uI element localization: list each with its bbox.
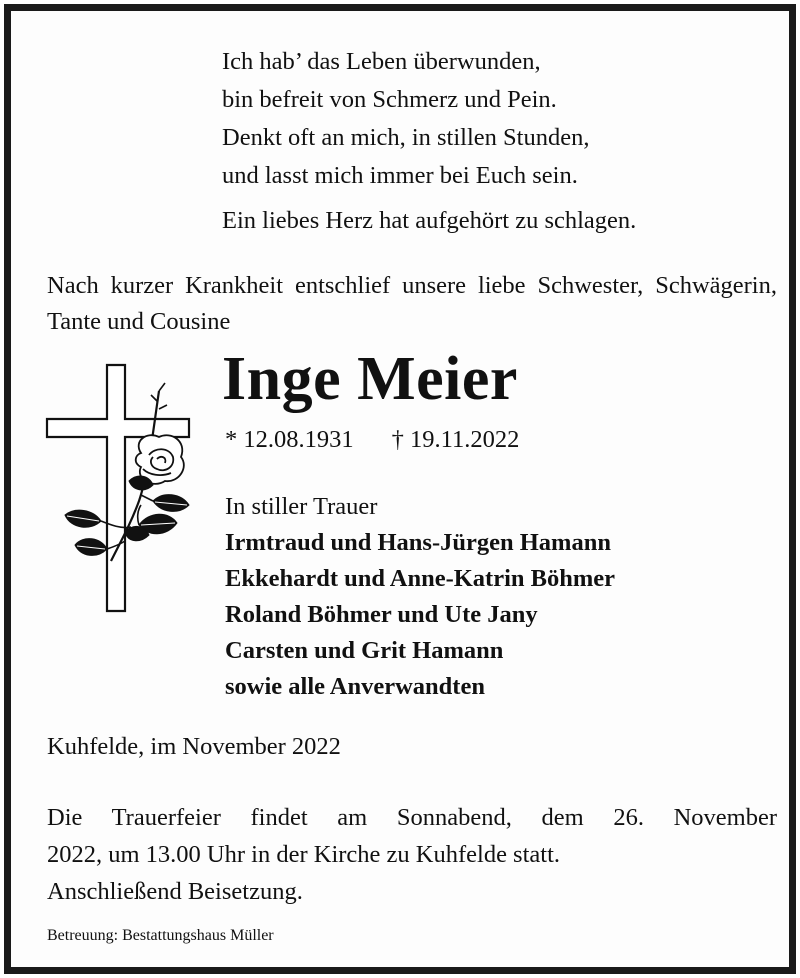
service-line: Die Trauerfeier findet am Sonnabend, dem 26. November [47,804,777,831]
mourner-family: Irmtraud und Hans-Jürgen Hamann [225,529,611,556]
deceased-name: Inge Meier [222,345,518,413]
poem-line: Denkt oft an mich, in stillen Stunden, [222,124,590,151]
death-date: † 19.11.2022 [391,426,520,453]
service-line: 2022, um 13.00 Uhr in der Kirche zu Kuhfelde statt. [47,841,561,868]
poem-closing: Ein liebes Herz hat aufgehört zu schlagen. [222,207,637,234]
poem-line: bin befreit von Schmerz und Pein. [222,86,557,113]
mourner-family: Carsten und Grit Hamann [225,637,504,664]
mourners-block [225,489,615,705]
service-line: Anschließend Beisetzung. [47,878,303,905]
service-notice [47,799,777,910]
poem-line: Ich hab’ das Leben überwunden, [222,48,541,75]
cross-with-rose-icon [41,361,201,619]
mourning-lead: In stiller Trauer [225,493,378,520]
obituary-frame [4,4,796,974]
funeral-home-credit: Betreuung: Bestattungshaus Müller [47,927,274,944]
birth-date: * 12.08.1931 [225,426,354,453]
mourner-family: Roland Böhmer und Ute Jany [225,601,538,628]
place-and-date: Kuhfelde, im November 2022 [47,733,341,760]
life-dates [225,423,519,457]
poem-line: und lasst mich immer bei Euch sein. [222,162,578,189]
intro-text: Nach kurzer Krankheit entschlief unsere liebe Schwester, Schwägerin, Tante und Cousine [47,272,777,335]
mourner-family: sowie alle Anverwandten [225,673,485,700]
mourner-family: Ekkehardt und Anne-Katrin Böhmer [225,565,616,592]
poem [222,43,589,195]
